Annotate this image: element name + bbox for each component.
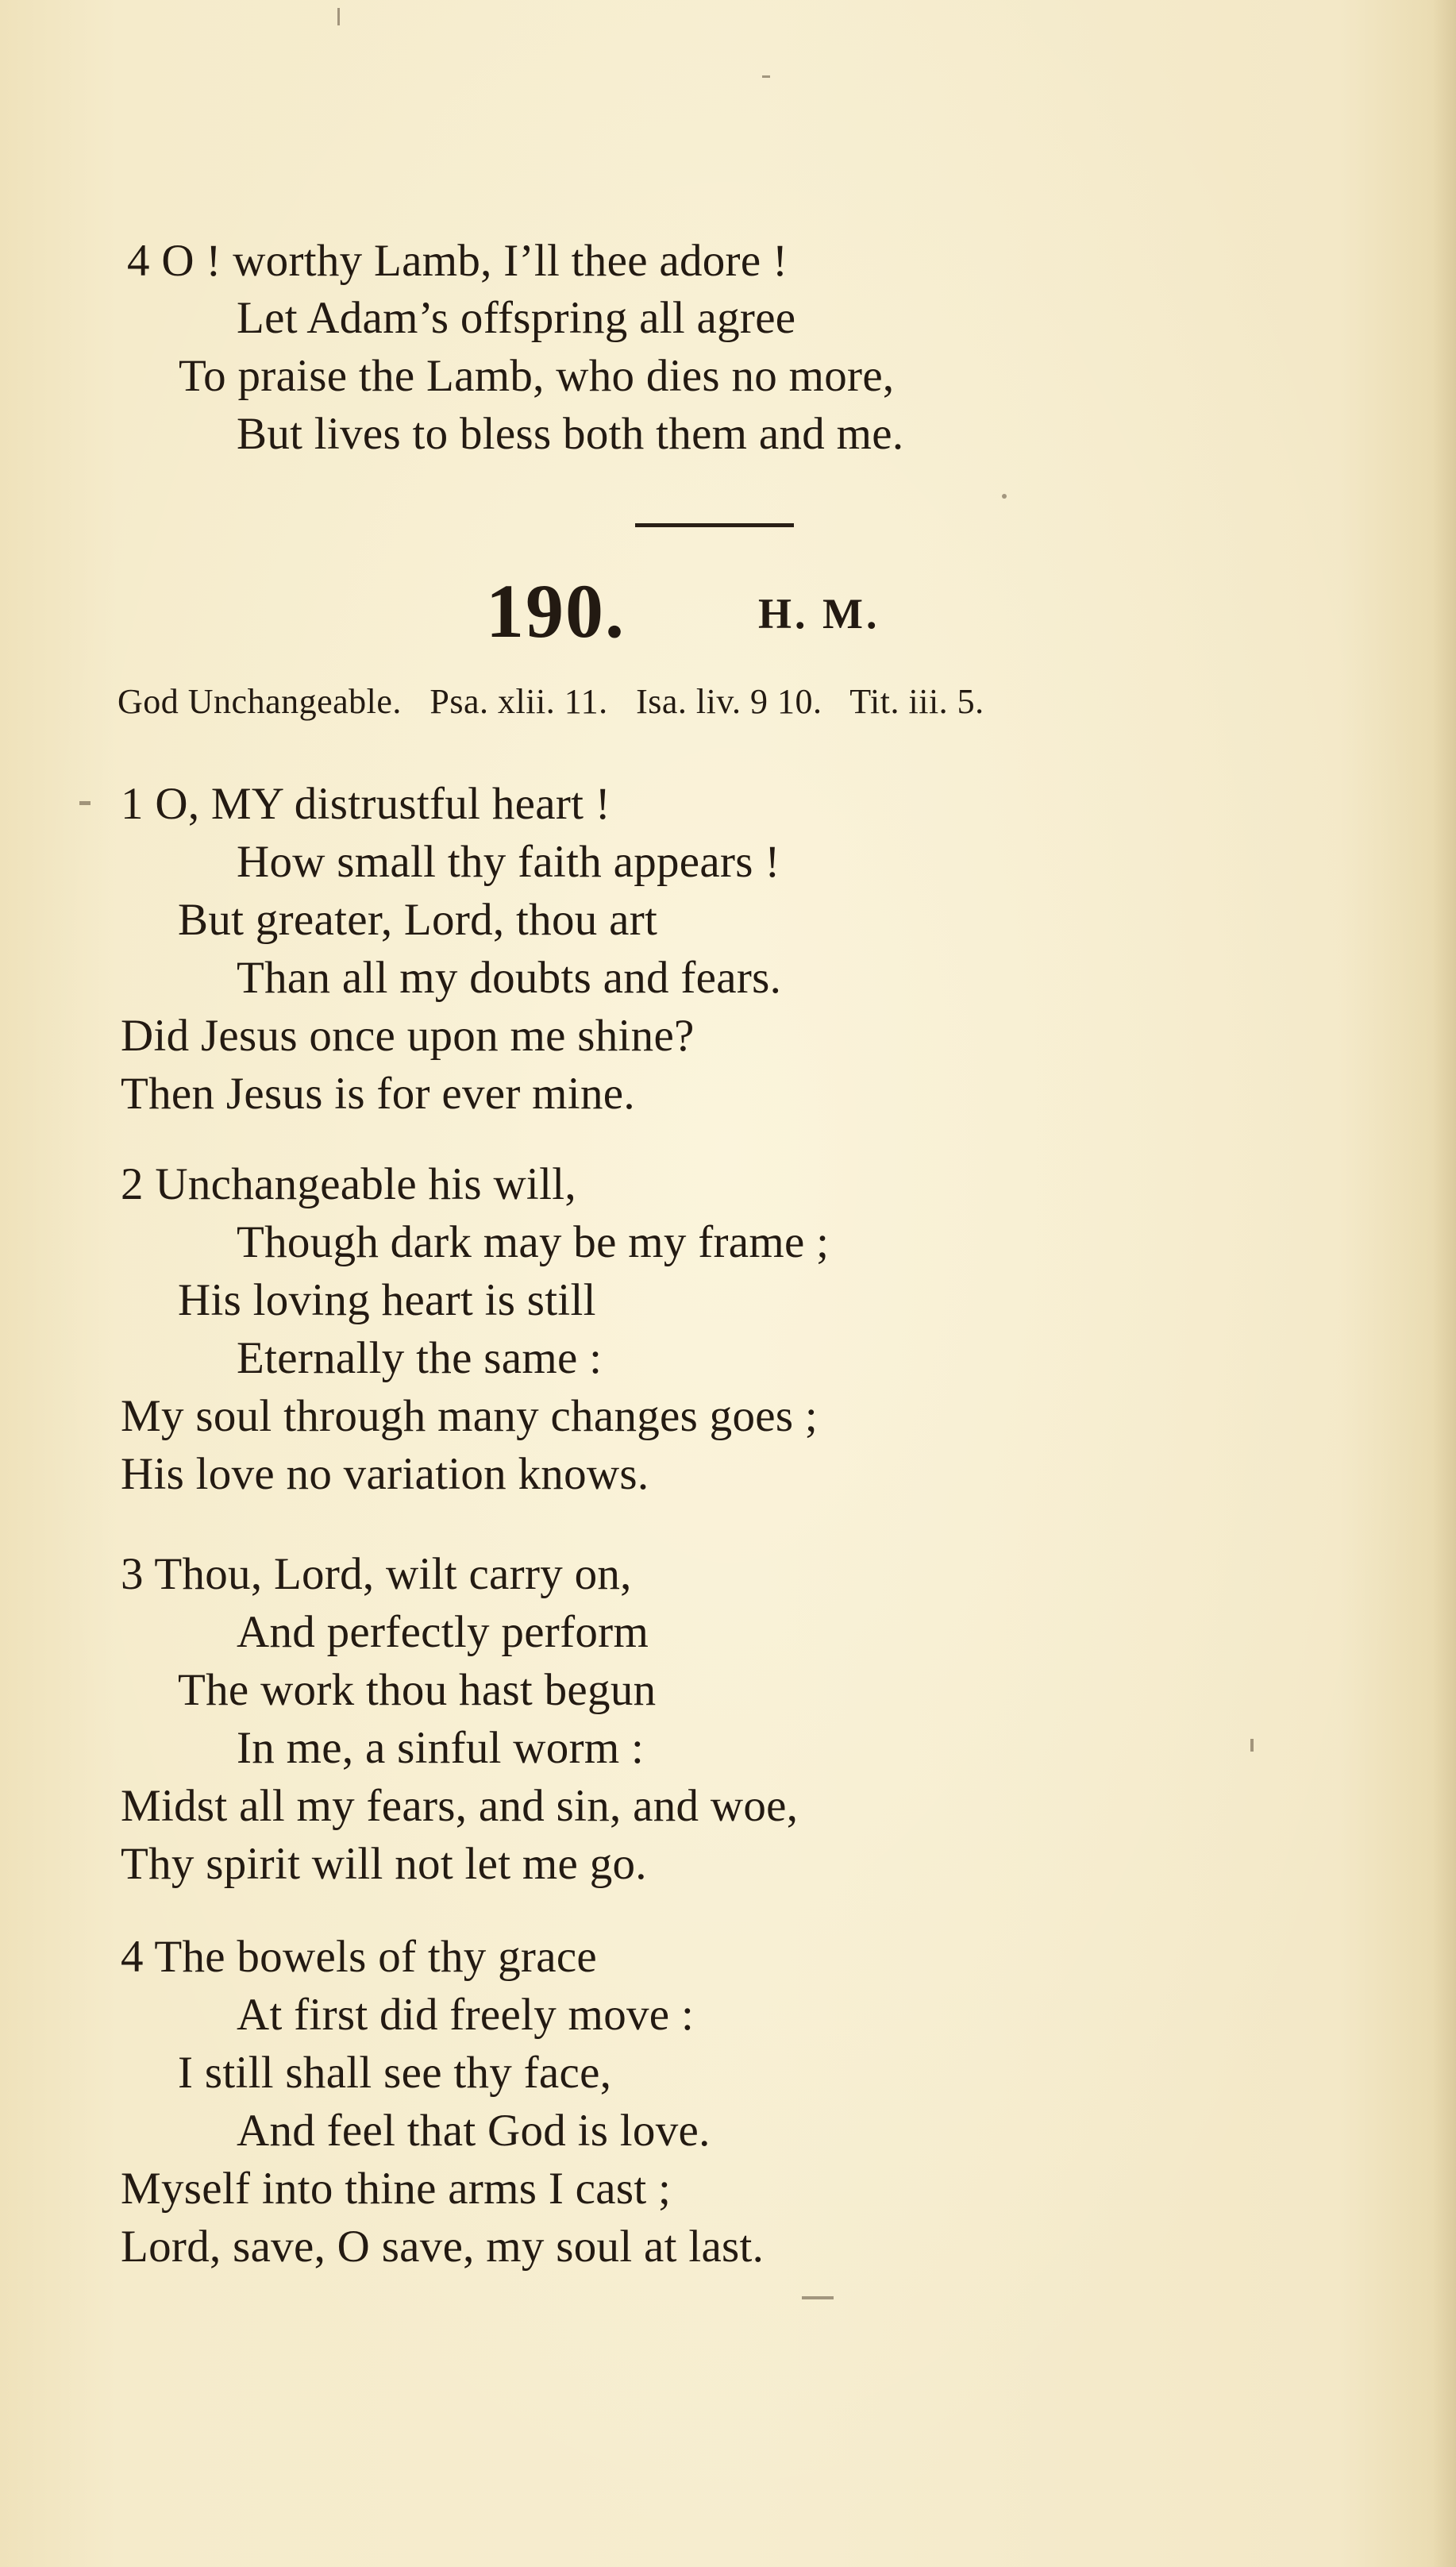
scripture-reference: Psa. xlii. 11. [429, 682, 608, 721]
verse-line: Eternally the same : [237, 1333, 603, 1383]
verse-line: 2 Unchangeable his will, [121, 1159, 576, 1209]
verse-line: To praise the Lamb, who dies no more, [179, 351, 895, 401]
hymn-theme: God Unchangeable. [117, 682, 402, 721]
verse-line: In me, a sinful worm : [237, 1723, 645, 1773]
hymn-number: 190. [486, 569, 626, 653]
verse-line: And perfectly perform [237, 1607, 649, 1657]
verse-line: Midst all my fears, and sin, and woe, [121, 1781, 799, 1831]
verse-line: 4 O ! worthy Lamb, I’ll thee adore ! [127, 236, 788, 286]
verse-line: Than all my doubts and fears. [237, 953, 782, 1003]
verse-line: But greater, Lord, thou art [178, 895, 658, 945]
verse-line: Though dark may be my frame ; [237, 1217, 830, 1267]
verse-line: 3 Thou, Lord, wilt carry on, [121, 1549, 632, 1599]
verse-line: 4 The bowels of thy grace [121, 1932, 598, 1982]
verse-line: Lord, save, O save, my soul at last. [121, 2222, 765, 2272]
verse-line: The work thou hast begun [178, 1665, 657, 1715]
verse-line: And feel that God is love. [237, 2106, 711, 2156]
print-speck [1002, 494, 1007, 499]
print-speck [1250, 1739, 1254, 1752]
verse-line: Myself into thine arms I cast ; [121, 2164, 672, 2214]
print-speck [762, 75, 770, 78]
scripture-reference: Tit. iii. 5. [849, 682, 984, 721]
verse-line: His loving heart is still [178, 1275, 596, 1325]
hymn-subtitle [117, 680, 984, 723]
print-speck [802, 2296, 834, 2299]
verse-line: 1 O, MY distrustful heart ! [121, 779, 611, 829]
verse-line: How small thy faith appears ! [237, 837, 780, 887]
verse-line: Thy spirit will not let me go. [121, 1839, 647, 1889]
print-speck [337, 8, 340, 25]
verse-line: Let Adam’s offspring all agree [237, 293, 796, 343]
verse-line: Did Jesus once upon me shine? [121, 1011, 695, 1061]
verse-line: But lives to bless both them and me. [237, 409, 904, 459]
verse-line: I still shall see thy face, [178, 2048, 612, 2098]
verse-line: At first did freely move : [237, 1990, 695, 2040]
verse-line: My soul through many changes goes ; [121, 1391, 819, 1441]
hymn-meter: H. M. [758, 590, 880, 638]
print-speck [79, 801, 91, 805]
section-divider [635, 523, 794, 527]
verse-line: Then Jesus is for ever mine. [121, 1069, 635, 1119]
verse-line: His love no variation knows. [121, 1449, 649, 1499]
scripture-reference: Isa. liv. 9 10. [636, 682, 822, 721]
page-edge-shadow [1432, 0, 1456, 2567]
